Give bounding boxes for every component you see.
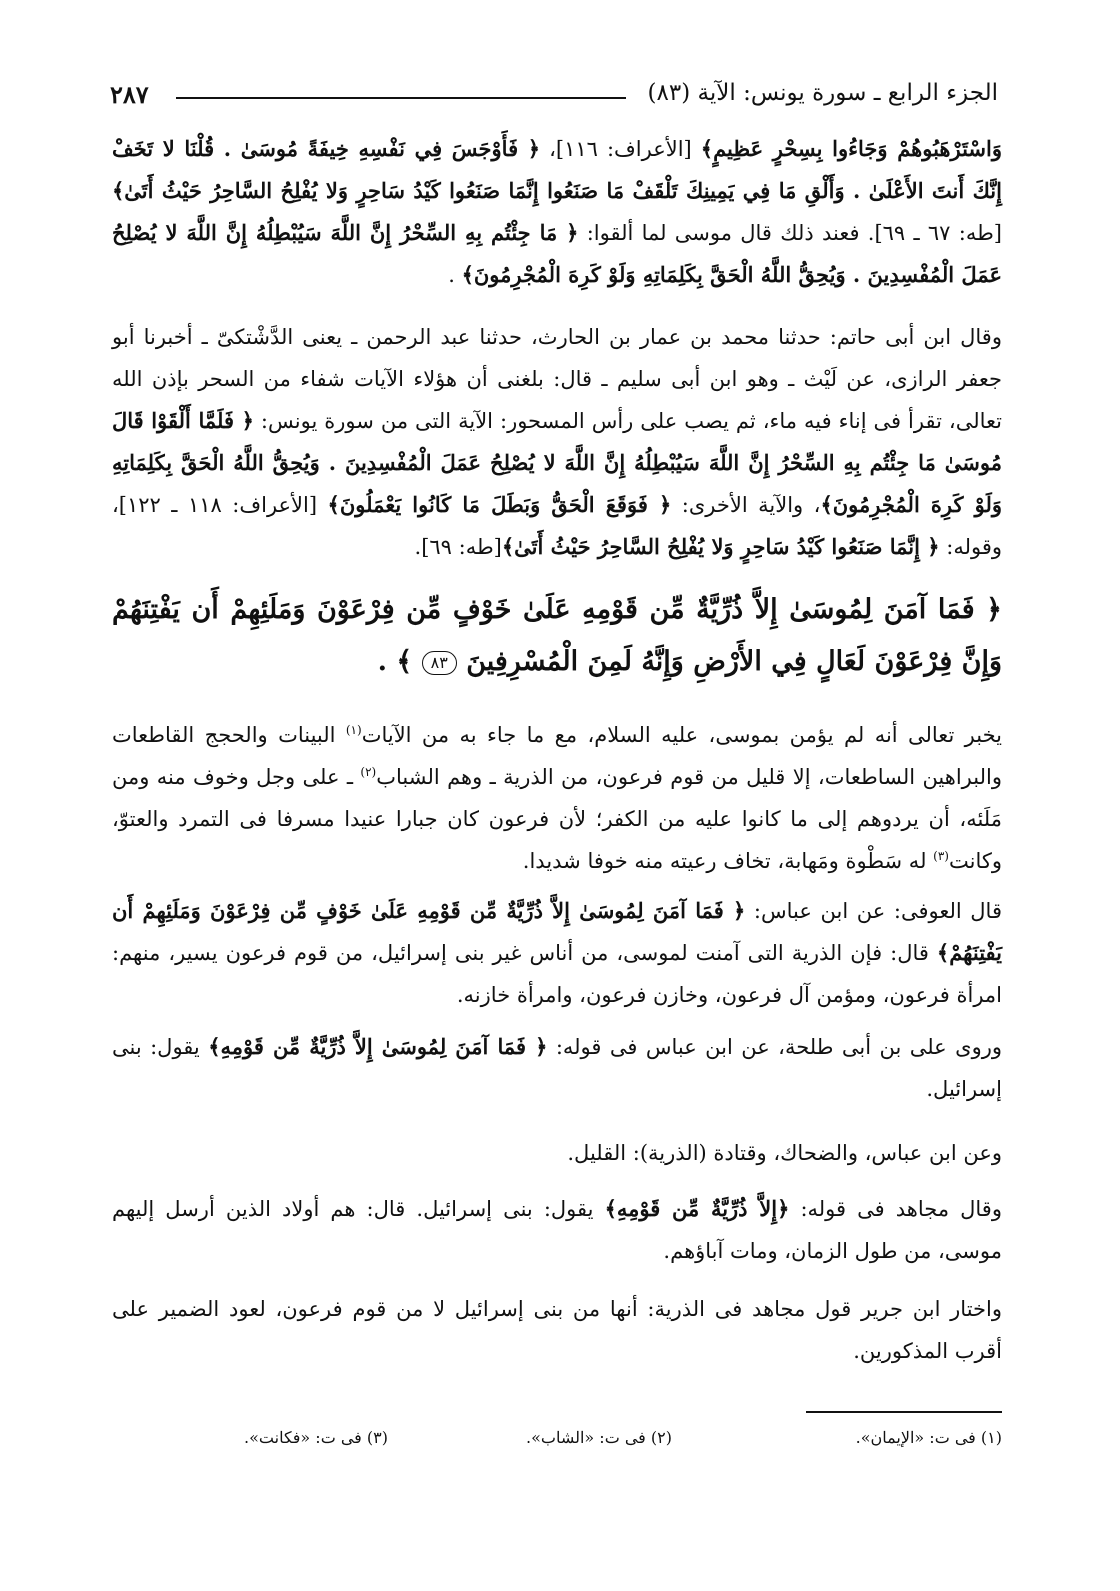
running-title: الجزء الرابع ـ سورة يونس: الآية (٨٣): [647, 80, 998, 106]
text: وقال مجاهد فى قوله:: [789, 1197, 1002, 1221]
footnote-rule: [806, 1411, 1002, 1413]
commentary-paragraph: [112, 1288, 1002, 1372]
footnote-2: (٢) فى ت: «الشاب».: [526, 1428, 672, 1447]
text: [الأعراف: ١١٨ ـ ١٢٢]، وقوله:: [112, 493, 1002, 559]
commentary-paragraph: [112, 714, 1002, 882]
text: ـ على وجل وخوف منه ومن مَلَئه، أن يردوهم إلى ما كانوا عليه من الكفر؛ لأن فرعون كان جبارا عنيدا مسرفا فى التمرد والعتوّ، وكانت: [112, 765, 1002, 873]
quran-quote: ﴿ فَأَوْجَسَ فِي نَفْسِهِ خِيفَةً مُوسَىٰ . قُلْنَا لا تَخَفْ إِنَّكَ أَنتَ الأَعْلَىٰ . وَأَلْقِ مَا فِي يَمِينِكَ تَلْقَفْ مَا صَنَعُوا إِنَّمَا صَنَعُوا كَيْدُ سَاحِرٍ وَلا يُفْلِحُ السَّاحِرُ حَيْثُ أَتَىٰ﴾: [112, 136, 1002, 203]
header-rule: [176, 97, 626, 99]
commentary-paragraph: [112, 890, 1002, 1016]
text: [طه: ٦٧ ـ ٦٩]. فعند ذلك قال موسى لما ألقوا:: [578, 221, 1002, 245]
verse-number-badge: ٨٣: [422, 651, 457, 675]
verse-end: ﴾ .: [377, 646, 422, 677]
text: قال العوفى: عن ابن عباس:: [745, 899, 1002, 923]
text: .: [448, 263, 462, 287]
text: يقول: بنى إسرائيل. قال: هم أولاد الذين أرسل إليهم موسى، من طول الزمان، ومات آباؤهم.: [112, 1197, 1002, 1263]
quran-quote: وَاسْتَرْهَبُوهُمْ وَجَاءُوا بِسِحْرٍ عَظِيمٍ﴾: [700, 136, 1002, 161]
hadith-paragraph: [112, 316, 1002, 568]
citation: [الأعراف: ١١٦]،: [540, 137, 701, 161]
text: له سَطْوة ومَهابة، تخاف رعيته منه خوفا شديدا.: [522, 849, 934, 873]
verse-heading: [112, 584, 1002, 688]
commentary-paragraph: [112, 1188, 1002, 1272]
commentary-paragraph: [112, 1026, 1002, 1110]
footnote-ref: (١): [345, 723, 362, 737]
text: البينات والحجج القاطعات والبراهين الساطعات، إلا قليل من قوم فرعون، من الذرية ـ وهم الشباب: [112, 723, 1002, 789]
quran-quote: ﴿ إِنَّمَا صَنَعُوا كَيْدُ سَاحِرٍ وَلا يُفْلِحُ السَّاحِرُ حَيْثُ أَتَىٰ﴾: [501, 534, 940, 559]
citation: [طه: ٦٩].: [414, 535, 502, 559]
text: واختار ابن جرير قول مجاهد فى الذرية: أنها من بنى إسرائيل لا من قوم فرعون، لعود الضمير على أقرب المذكورين.: [112, 1297, 1002, 1363]
footnote-ref: (٢): [360, 765, 377, 779]
text: وروى على بن أبى طلحة، عن ابن عباس فى قوله:: [547, 1035, 1002, 1059]
page-number: ٢٨٧: [110, 80, 149, 109]
text: يخبر تعالى أنه لم يؤمن بموسى، عليه السلام، مع ما جاء به من الآيات: [361, 723, 1002, 747]
footnote-ref: (٣): [933, 849, 949, 863]
continuation-paragraph: [112, 128, 1002, 296]
text: وقال ابن أبى حاتم: حدثنا محمد بن عمار بن الحارث، حدثنا عبد الرحمن ـ يعنى الدَّشْتكىّ ـ أخبرنا أبو جعفر الرازى، عن لَيْث ـ وهو ابن أبى سليم ـ قال: بلغنى أن هؤلاء الآيات شفاء من السحر بإذن الله تعالى، تقرأ فى إناء فيه ماء، ثم يصب على رأس المسحور: الآية التى من سورة يونس:: [112, 325, 1002, 433]
page-header: [110, 80, 998, 120]
footnote-1: (١) فى ت: «الإيمان».: [855, 1428, 1002, 1447]
quran-quote: ﴿ فَمَا آمَنَ لِمُوسَىٰ إِلاَّ ذُرِّيَّةٌ مِّن قَوْمِهِ عَلَىٰ خَوْفٍ مِّن فِرْعَوْنَ وَمَلَئِهِمْ أَن يَفْتِنَهُمْ﴾: [112, 898, 1002, 965]
quran-quote: ﴿ فَوَقَعَ الْحَقُّ وَبَطَلَ مَا كَانُوا يَعْمَلُونَ﴾: [327, 492, 672, 517]
quran-quote: ﴿ مَا جِئْتُم بِهِ السِّحْرُ إِنَّ اللَّهَ سَيُبْطِلُهُ إِنَّ اللَّهَ لا يُصْلِحُ عَمَلَ الْمُفْسِدِينَ . وَيُحِقُّ اللَّهُ الْحَقَّ بِكَلِمَاتِهِ وَلَوْ كَرِهَ الْمُجْرِمُونَ﴾: [112, 220, 1002, 287]
text: ، والآية الأخرى:: [671, 493, 821, 517]
text: يقول: بنى إسرائيل.: [112, 1035, 1002, 1101]
quran-quote: ﴿إِلاَّ ذُرِّيَّةٌ مِّن قَوْمِهِ﴾: [604, 1196, 790, 1221]
quran-quote: ﴿ فَمَا آمَنَ لِمُوسَىٰ إِلاَّ ذُرِّيَّةٌ مِّن قَوْمِهِ﴾: [208, 1034, 548, 1059]
commentary-paragraph: [112, 1132, 1002, 1174]
text: وعن ابن عباس، والضحاك، وقتادة (الذرية): القليل.: [567, 1141, 1002, 1165]
text: قال: فإن الذرية التى آمنت لموسى، من أناس غير بنى إسرائيل، من قوم فرعون يسير، منهم: امرأة فرعون، ومؤمن آل فرعون، وخازن فرعون، وامرأة خازنه.: [112, 941, 1002, 1007]
footnote-3: (٣) فى ت: «فكانت».: [244, 1428, 388, 1447]
verse-text: ﴿ فَمَا آمَنَ لِمُوسَىٰ إِلاَّ ذُرِّيَّةٌ مِّن قَوْمِهِ عَلَىٰ خَوْفٍ مِّن فِرْعَوْنَ وَمَلَئِهِمْ أَن يَفْتِنَهُمْ وَإِنَّ فِرْعَوْنَ لَعَالٍ فِي الأَرْضِ وَإِنَّهُ لَمِنَ الْمُسْرِفِينَ: [112, 594, 1002, 677]
quran-quote: ﴿ فَلَمَّا أَلْقَوْا قَالَ مُوسَىٰ مَا جِئْتُم بِهِ السِّحْرُ إِنَّ اللَّهَ سَيُبْطِلُهُ إِنَّ اللَّهَ لا يُصْلِحُ عَمَلَ الْمُفْسِدِينَ . وَيُحِقُّ اللَّهُ الْحَقَّ بِكَلِمَاتِهِ وَلَوْ كَرِهَ الْمُجْرِمُونَ﴾: [112, 408, 1002, 517]
